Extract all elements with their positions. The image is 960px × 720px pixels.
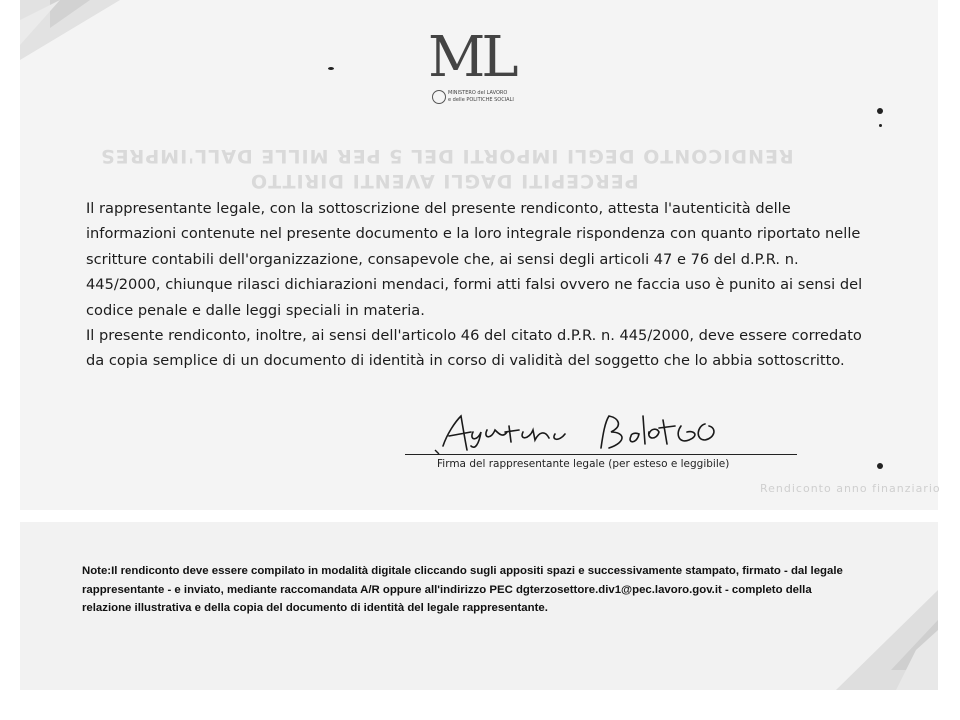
declaration-text <box>86 196 866 374</box>
signature-line <box>405 454 797 455</box>
scan-speck <box>877 463 883 469</box>
signature-block <box>405 410 805 480</box>
corner-decoration-top-left <box>20 0 120 60</box>
scan-speck <box>877 108 883 114</box>
declaration-paragraph-1: Il rappresentante legale, con la sottoscrizione del presente rendiconto, attesta l'autenticità delle informazioni contenute nel presente documento e la loro integrale rispondenza con quanto riportato nelle scritture contabili dell'organizzazione, consapevole che, ai sensi degli articoli 47 e 76 del d.P.R. n. 445/2000, chiunque rilasci dichiarazioni mendaci, formi atti falsi ovvero ne faccia uso è punito ai sensi del codice penale e dalle leggi speciali in materia. <box>86 200 863 319</box>
ghost-text-line-2: PERCEPITI DAGLI AVENTI DIRITTO <box>250 170 639 192</box>
scan-speck <box>879 124 882 127</box>
logo-subtitle-line-1: MINISTERO del LAVORO <box>448 90 508 96</box>
republic-emblem-icon <box>432 90 446 104</box>
ghost-text-line-1: RENDICONTO DEGLI IMPORTI DEL 5 PER MILLE DALL'IMPRES <box>100 145 794 167</box>
scan-speck <box>328 67 334 70</box>
handwritten-signature <box>405 410 805 456</box>
compilation-note <box>82 562 850 618</box>
corner-decoration-bottom-right <box>836 590 938 690</box>
logo-subtitle-line-2: e delle POLITICHE SOCIALI <box>448 97 514 103</box>
logo-letters: ML <box>428 25 515 90</box>
declaration-paragraph-2: Il presente rendiconto, inoltre, ai sensi dell'articolo 46 del citato d.P.R. n. 445/2000, deve essere corredato da copia semplice di un documento di identità in corso di validità del soggetto che lo abbia sottoscritto. <box>86 327 862 370</box>
note-text: Note:Il rendiconto deve essere compilato in modalità digitale cliccando sugli appositi spazi e successivamente stampato, firmato - dal legale rappresentante - e inviato, mediante raccomandata A/R oppure all'indirizzo PEC dgterzosettore.div1@pec.lavoro.gov.it - completo della relazione illustrativa e della copia del documento di identità del legale rappresentante. <box>82 565 843 614</box>
ministry-logo <box>428 25 528 110</box>
ghost-text-line-3: Rendiconto anno finanziario <box>760 482 941 495</box>
signature-caption: Firma del rappresentante legale (per esteso e leggibile) <box>437 458 730 470</box>
